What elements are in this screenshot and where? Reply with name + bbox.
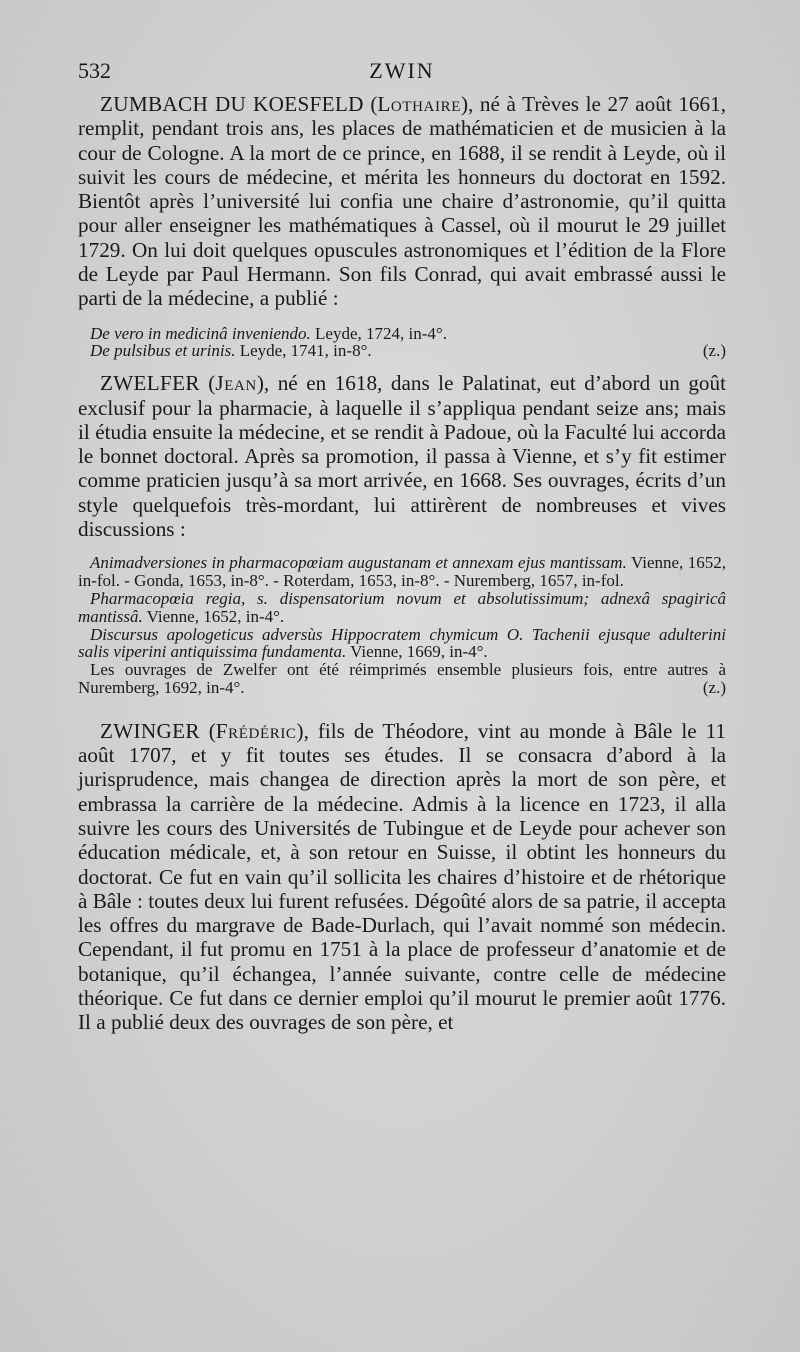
entry-zwelfer: [78, 371, 726, 541]
book-page: [78, 58, 726, 1035]
work-title: Discursus apologeticus adversùs Hippocratem chymicum O. Tachenii ejusque adulterini salis viperini antiquissima fundamenta.: [78, 624, 726, 662]
bibliography-item: [78, 325, 726, 343]
bibliography-item: [78, 590, 726, 626]
work-title: Animadversiones in pharmacopœiam augustanam et annexam ejus mantissam.: [90, 553, 627, 573]
entry-paragraph: ZUMBACH DU KOESFELD (Lothaire), né à Trèves le 27 août 1661, remplit, pendant trois ans, les places de mathématicien et de musicien à la cour de Cologne. A la mort de ce prince, en 1688, il se rendit à Leyde, où il suivit les cours de médecine, et mérita les honneurs du doctorat en 1592. Bientôt après l’université lui confia une chaire d’astronomie, qu’il quitta pour aller enseigner les mathématiques à Cassel, où il mourut le 29 juillet 1729. On lui doit quelques opuscules astronomiques et l’édition de la Flore de Leyde par Paul Hermann. Son fils Conrad, qui avait embrassé aussi le parti de la médecine, a publié :: [78, 92, 727, 311]
work-title: Pharmacopœia regia, s. dispensatorium novum et absolutissimum; adnexâ spagiricâ mantissâ.: [78, 588, 726, 626]
entry-zwinger: [78, 719, 726, 1035]
work-details: Vienne, 1652, in-fol. - Gonda, 1653, in-8°. - Roterdam, 1653, in-8°. - Nuremberg, 1657, in-fol.: [78, 553, 726, 591]
bibliography-zumbach: [78, 325, 726, 361]
entry-paragraph: ZWINGER (Frédéric), fils de Théodore, vint au monde à Bâle le 11 août 1707, et y fit toutes ses études. Il se consacra d’abord à la jurisprudence, mais changea de direction après la mort de son père, et embrassa la carrière de la médecine. Admis à la licence en 1723, il alla suivre les cours des Universités de Tubingue et de Leyde pour achever son éducation médicale, et, à son retour en Suisse, il obtint les honneurs du doctorat. Ce fut en vain qu’il sollicita les chaires d’histoire et de rhétorique à Bâle : toutes deux lui furent refusées. Dégoûté alors de sa patrie, il accepta les offres du margrave de Bade-Durlach, qui l’avait nommé son médecin. Cependant, il fut promu en 1751 à la place de professeur d’anatomie et de botanique, qu’il échangea, l’année suivante, contre celle de médecine théorique. Ce fut dans ce dernier emploi qu’il mourut le premier août 1776. Il a publié deux des ouvrages de son père, et: [78, 718, 726, 1035]
author-signature: (z.): [702, 341, 726, 361]
work-details: Leyde, 1741, in-8°.: [235, 341, 372, 361]
work-details: Vienne, 1652, in-4°.: [142, 606, 285, 626]
bibliography-item: [78, 342, 726, 360]
work-details: Leyde, 1724, in-4°.: [310, 323, 447, 343]
bibliography-item: [78, 626, 726, 662]
entry-paragraph: ZWELFER (Jean), né en 1618, dans le Palatinat, eut d’abord un goût exclusif pour la pharmacie, à laquelle il s’appliqua pendant seize ans; mais il étudia ensuite la médecine, et se rendit à Padoue, où la Faculté lui accorda le bonnet doctoral. Après sa promotion, il passa à Vienne, et s’y fit estimer comme praticien jusqu’à sa mort arrivée, en 1668. Ses ouvrages, écrits d’un style quelquefois très-mordant, lui attirèrent de nombreuses et vives discussions :: [78, 371, 727, 542]
entry-surname: ZUMBACH DU KOESFELD: [100, 92, 364, 116]
entry-text: , né à Trèves le 27 août 1661, remplit, pendant trois ans, les places de mathématicien et de musicien à la cour de Cologne. A la mort de ce prince, en 1688, il se rendit à Leyde, où il suivit les cours de médecine, et mérita les honneurs du doctorat en 1592. Bientôt après l’université lui confia une chaire d’astronomie, qu’il quitta pour aller enseigner les mathématiques à Cassel, où il mourut le 29 juillet 1729. On lui doit quelques opuscules astronomiques et l’édition de la Flore de Leyde par Paul Hermann. Son fils Conrad, qui avait embrassé aussi le parti de la médecine, a publié :: [78, 92, 727, 311]
work-title: De pulsibus et urinis.: [90, 341, 236, 361]
work-details: Vienne, 1669, in-4°.: [346, 642, 488, 662]
entry-zumbach: [78, 92, 726, 311]
page-number: 532: [78, 58, 111, 83]
bibliography-note: [78, 661, 726, 697]
entry-given-name: Lothaire: [377, 92, 461, 116]
author-signature: (z.): [702, 677, 726, 697]
entry-given-name: Jean: [215, 371, 257, 396]
entry-surname: ZWELFER: [100, 371, 200, 396]
entry-text: , fils de Théodore, vint au monde à Bâle le 11 août 1707, et y fit toutes ses études. Il se consacra d’abord à la jurisprudence, mais changea de direction après la mort de son père, et embrassa la carrière de la médecine. Admis à la licence en 1723, il alla suivre les cours des Universités de Tubingue et de Leyde pour achever son éducation médicale, et, à son retour en Suisse, il obtint les honneurs du doctorat. Ce fut en vain qu’il sollicita les chaires d’histoire et de rhétorique à Bâle : toutes deux lui furent refusées. Dégoûté alors de sa patrie, il accepta les offres du margrave de Bade-Durlach, qui l’avait nommé son médecin. Cependant, il fut promu en 1751 à la place de professeur d’anatomie et de botanique, qu’il échangea, l’année suivante, contre celle de médecine théorique. Ce fut dans ce dernier emploi qu’il mourut le premier août 1776. Il a publié deux des ouvrages de son père, et: [78, 718, 726, 1035]
entry-text: , né en 1618, dans le Palatinat, eut d’abord un goût exclusif pour la pharmacie, à laquelle il s’appliqua pendant seize ans; mais il étudia ensuite la médecine, et se rendit à Padoue, où la Faculté lui accorda le bonnet doctoral. Après sa promotion, il passa à Vienne, et s’y fit estimer comme praticien jusqu’à sa mort arrivée, en 1668. Ses ouvrages, écrits d’un style quelquefois très-mordant, lui attirèrent de nombreuses et vives discussions :: [78, 371, 727, 542]
entry-surname: ZWINGER: [100, 718, 200, 743]
bibliography-item: [78, 554, 726, 590]
work-title: De vero in medicinâ inveniendo.: [90, 323, 311, 343]
note-text: Les ouvrages de Zwelfer ont été réimprimés ensemble plusieurs fois, entre autres à Nuremberg, 1692, in-4°.: [78, 660, 726, 697]
running-title: ZWIN: [369, 58, 435, 83]
running-head: [78, 58, 726, 92]
bibliography-zwelfer: [78, 554, 726, 696]
entry-given-name: Frédéric: [215, 718, 297, 743]
